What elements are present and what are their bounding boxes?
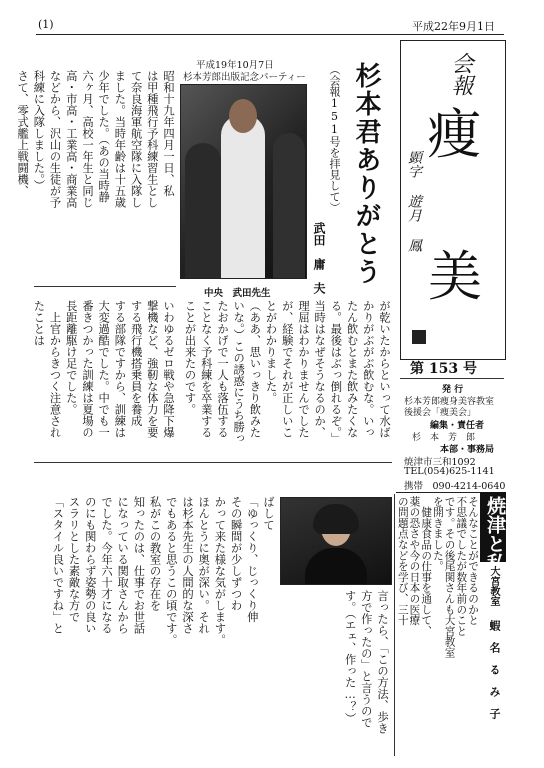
text-line: たことは — [32, 300, 46, 346]
masthead-prefix: 会報 — [448, 52, 473, 96]
feature-body-1 — [16, 70, 176, 282]
text-line: は甲種飛行予科練習生とし — [145, 70, 159, 208]
text-line: いわゆるゼロ戦や急降下爆 — [162, 300, 175, 438]
masthead-title-2: 美 — [428, 245, 482, 308]
header-rule — [36, 34, 504, 35]
text-line: て奈良海軍航空隊に入隊し — [129, 70, 143, 208]
text-line: スラリとした素敵な方で — [67, 496, 81, 623]
office-tel: TEL(054)625-1141 — [404, 466, 495, 477]
text-line: 昭和十九年四月一日、私 — [162, 70, 175, 197]
text-line: 撃機など、強靭な体力を要 — [145, 300, 159, 438]
text-line: 六ヶ月、高校一年生と同じ — [80, 70, 94, 208]
text-line: ほんとうに奥が深い。それ — [197, 496, 211, 634]
feature-body-2 — [34, 300, 176, 460]
editor-name: 杉 本 芳 郎 — [412, 433, 476, 443]
side-subtitle: 大宮教室 — [488, 566, 499, 606]
middle-rule — [34, 462, 392, 463]
issue-rule — [400, 378, 504, 379]
portrait-body — [305, 548, 367, 584]
office-address: 焼津市三和1092 — [404, 457, 476, 468]
text-line: 当時はなぜそうなるのか、 — [313, 300, 327, 438]
text-line: その瞬間が少しずつわ — [229, 496, 243, 611]
text-line: る。最後はぶっ倒れるぞ。」 — [329, 300, 343, 444]
text-line: たん飲むとまた飲みたくな — [345, 300, 359, 438]
text-line: さて、零式艦上戦闘機、 — [16, 70, 30, 197]
photo-caption-date: 平成19年10月7日 — [196, 60, 274, 71]
text-line: 科練に入隊しました。） — [32, 70, 46, 191]
text-line: ことなく予科練を卒業する — [199, 300, 213, 438]
text-line: 上官からきつく注意され — [48, 300, 62, 438]
text-line: ことが出来たのです。 — [183, 300, 197, 415]
seal-stamp — [412, 330, 426, 344]
side-article-body — [396, 496, 478, 758]
side-divider — [394, 494, 395, 756]
side-banner: 焼津と私 — [484, 496, 506, 572]
photo-caption-event: 杉本芳郎出版記念パーティー — [183, 72, 306, 83]
office-label: 本部・事務局 — [440, 445, 495, 455]
person-center-head — [229, 99, 257, 133]
text-line: 少年でした。（あの当時静 — [97, 70, 111, 203]
text-line: 番きつかった訓練は夏場の — [80, 300, 94, 438]
text-line: です。その後尾関さんも大宮教室 — [443, 496, 456, 658]
feature-divider — [34, 286, 176, 287]
text-line: 方で作ったの」と言うので — [359, 590, 373, 728]
lower-article-body — [40, 496, 276, 758]
side-author: 蝦 名 る み 子 — [488, 620, 501, 719]
text-line: 不思議でしたが数年前のこと — [455, 496, 468, 637]
party-photo — [180, 84, 307, 279]
text-line: そんなことができるのかと — [467, 496, 479, 626]
text-line: かって来た様な気がします。 — [213, 496, 227, 646]
text-line: の問題点などを学び、三十 — [396, 496, 409, 626]
text-line: 高・市高・工業高・商業高 — [64, 70, 78, 208]
feature-body-3 — [176, 300, 392, 460]
text-line: などから、沢山の生徒が予 — [48, 70, 62, 208]
text-line: いな。）この誘惑にうち勝っ — [232, 300, 246, 444]
text-line: 知ったのは、仕事でお世話 — [132, 496, 146, 634]
text-line: 長距離駆け足でした。 — [64, 300, 78, 415]
text-line: 理屈はわかりませんでした — [296, 300, 310, 438]
text-line: が、経験でそれが正しいこ — [280, 300, 294, 438]
text-line: する飛行機搭乗員を養成 — [129, 300, 143, 427]
text-line: は杉本先生の人間的な深さ — [180, 496, 194, 634]
issue-date: 平成22年9月1日 — [412, 20, 495, 33]
portrait-photo — [280, 497, 392, 585]
feature-author: 武田 庸 夫 — [312, 222, 326, 294]
text-line: （ああ、思いっきり飲みた — [248, 300, 262, 438]
text-line: ました。当時年齢は十五歳 — [113, 70, 127, 208]
text-line: とがわかりました。 — [264, 300, 278, 404]
text-line: でした。今年六十才になる — [99, 496, 113, 634]
text-line: が乾いたからといって水ば — [378, 300, 391, 438]
text-line: 「ゆっくり、じっくり伸 — [245, 496, 259, 623]
person-center — [221, 115, 265, 278]
text-line: でもあると思うこの頃です。 — [164, 496, 178, 646]
text-line: 大変過酷でした。中でも一 — [97, 300, 111, 438]
text-line: 健康食品の仕事を通して、 — [420, 496, 433, 637]
publisher-label: 発 行 — [442, 385, 464, 395]
text-line: になっている関取さんから — [116, 496, 130, 634]
text-line: 私がこの教室の存在を — [148, 496, 162, 611]
person-right — [273, 133, 305, 278]
feature-subhead: （会報151号を拝見して） — [328, 64, 341, 213]
text-line: ばして — [262, 496, 275, 531]
text-line: を開きました。 — [431, 496, 444, 572]
text-line: す。（エェ、作った…？） — [343, 590, 357, 725]
publisher-line-1: 杉本芳郎痩身美容教室 — [404, 397, 495, 407]
feature-headline: 杉本君ありがとう — [351, 62, 381, 286]
masthead-title-1: 痩 — [427, 103, 481, 166]
editor-label: 編集・責任者 — [430, 421, 485, 431]
text-line: する部隊ですから、訓練は — [113, 300, 127, 438]
text-line: たおかげで一人も落伍する — [215, 300, 229, 438]
text-line: 「スタイル良いですね」と — [51, 496, 65, 634]
issue-number: 第 153 号 — [410, 361, 477, 377]
text-line: 薬の恐さや今の日本の医療 — [408, 496, 421, 626]
portrait-hair — [313, 504, 359, 534]
text-line: かりがぶがぶ飲むな。いっ — [361, 300, 375, 438]
photo-caption-bottom: 中央 武田先生 — [204, 288, 271, 299]
masthead-signature: 顕字 遊月 鳳 — [406, 150, 422, 252]
lower-article-body-bottom — [280, 590, 390, 758]
office-mobile: 携帯 090-4214-0640 — [404, 481, 506, 492]
page-number: (1) — [38, 18, 54, 31]
publisher-line-2: 後援会「痩美会」 — [404, 408, 477, 418]
text-line: 言ったら、「この方法、歩き — [376, 590, 389, 734]
person-left — [185, 143, 221, 278]
text-line: のにも関わらず姿勢の良い — [83, 496, 97, 634]
